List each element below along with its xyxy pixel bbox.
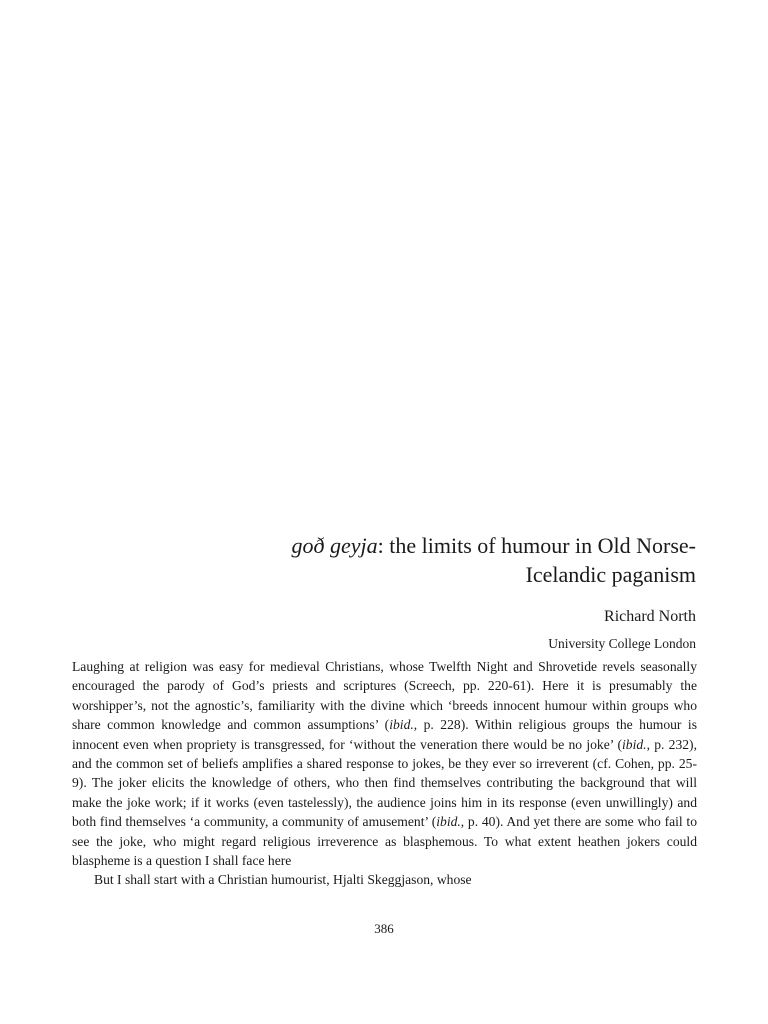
author-affiliation: University College London — [548, 636, 696, 651]
title-italic-phrase: goð geyja — [291, 533, 378, 558]
article-title — [226, 531, 696, 589]
citation-ibid: ibid. — [389, 717, 414, 733]
paragraph-2: But I shall start with a Christian humourist, Hjalti Skeggjason, whose — [94, 872, 472, 888]
citation-ibid: ibid. — [436, 814, 461, 830]
title-line1-rest: : the limits of humour in Old Norse- — [377, 533, 696, 558]
paragraph-text-segment: , p. 40). And yet there are some who fail to see the joke, who might regard religious irreverence as blasphemous. To what extent heathen jokers could blaspheme is a question I shall face here — [72, 814, 697, 869]
citation-ibid: ibid. — [622, 736, 647, 752]
article-body — [72, 657, 697, 890]
author-name: Richard North — [604, 608, 696, 625]
paragraph-text-segment: Laughing at religion was easy for medieval Christians, whose Twelfth Night and Shrovetide revels seasonally encouraged the parody of God’s priests and scriptures (Screech, pp. 220-61). Here it is presumably the worshipper’s, not the agnostic’s, familiarity with the divine which ‘breeds innocent humour within groups who share common knowledge and common assumptions’ ( — [72, 659, 697, 733]
paragraph-1 — [72, 657, 697, 870]
paragraph-text-segment: , p. 232), and the common set of beliefs amplifies a shared response to jokes, be they ever so irreverent (cf. Cohen, pp. 25-9). The joker elicits the knowledge of others, who then find themselves contributing the background that will make the joke work; if it works (even tastelessly), the audience joins him in its response (even unwillingly) and both find themselves ‘a community, a community of amusement’ ( — [72, 736, 697, 830]
page-number: 386 — [374, 921, 394, 936]
paragraph-text-segment: , p. 228). Within religious groups the humour is innocent even when propriety is transgressed, for ‘without the veneration there would be no joke’ ( — [72, 717, 697, 752]
title-line2: Icelandic paganism — [525, 562, 696, 587]
